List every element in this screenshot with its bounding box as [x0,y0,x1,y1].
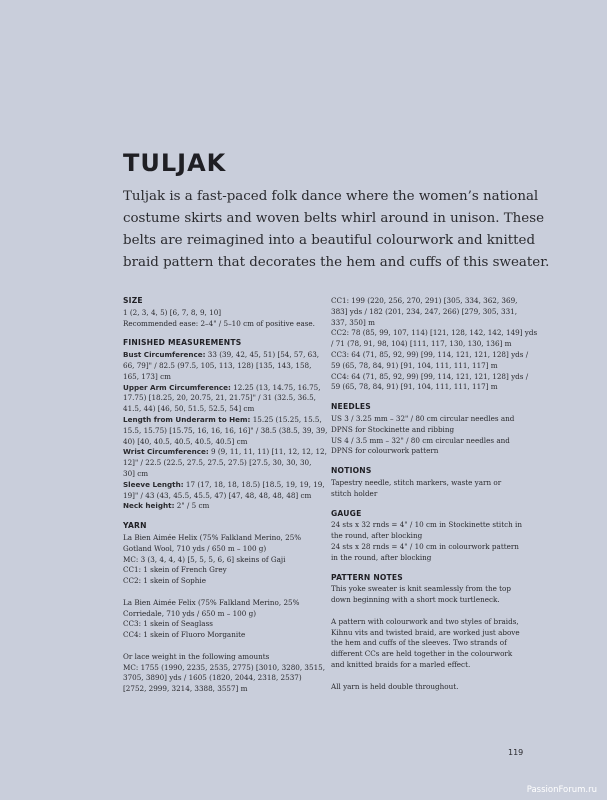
needles-line: DPNS for Stockinette and ribbing [331,424,455,434]
yarn-list [123,532,326,695]
needles-heading: NEEDLES [331,402,371,412]
yarn-line: Gotland Wool, 710 yds / 650 m – 100 g) [123,543,267,553]
notions-line: Tapestry needle, stitch markers, waste yarn or [331,477,502,487]
gauge-line: 24 sts x 28 rnds = 4" / 10 cm in colourwork pattern [331,541,519,551]
cc-amounts [331,296,538,393]
size-line: 1 (2, 3, 4, 5) [6, 7, 8, 9, 10] [123,307,222,317]
pattern-notes-line: the hem and cuffs of the sleeves. Two strands of [331,638,507,648]
measurement-line: 15.5, 15.75) [15.75, 16, 16, 16, 16]" / 38.5 (38.5, 39, 39, [123,425,328,435]
cc-amount-line: 59 (65, 78, 84, 91) [91, 104, 111, 111, 117] m [331,382,498,392]
gauge-line: 24 sts x 32 rnds = 4" / 10 cm in Stockinette stitch in [331,520,522,530]
notions-line: stitch holder [331,488,378,498]
yarn-line: CC3: 1 skein of Seaglass [123,619,213,629]
yarn-heading: YARN [123,521,147,531]
measurements-heading: FINISHED MEASUREMENTS [123,338,242,348]
pattern-notes-line: All yarn is held double throughout. [331,681,459,691]
yarn-line: MC: 3 (3, 4, 4, 4) [5, 5, 5, 6, 6] skeins of Gaji [123,554,286,564]
yarn-line: CC2: 1 skein of Sophie [123,576,206,586]
pattern-notes-list [331,584,529,692]
cc-amount-line: CC1: 199 (220, 256, 270, 291) [305, 334, 362, 369, [331,296,518,305]
notions-heading: NOTIONS [331,466,372,476]
size-heading: SIZE [123,296,143,305]
yarn-line: CC1: 1 skein of French Grey [123,565,227,575]
right-column [331,296,538,692]
left-column [123,296,328,695]
intro-line: belts are reimagined into a beautiful colourwork and knitted [123,233,536,248]
measurement-line: 40) [40, 40.5, 40.5, 40.5, 40.5] cm [123,436,248,446]
measurement-line: Bust Circumference: 33 (39, 42, 45, 51) [54, 57, 63, [123,350,320,360]
yarn-line: La Bien Aimée Felix (75% Falkland Merino, 25% [123,597,300,607]
needles-line: DPNS for colourwork pattern [331,446,439,456]
measurement-line: 19]" / 43 (43, 45.5, 45.5, 47) [47, 48, 48, 48, 48] cm [123,490,312,500]
pattern-notes-line: different CCs are held together in the colourwork [331,649,513,659]
cc-amount-line: / 71 (78, 91, 98, 104) [111, 117, 130, 130, 136] m [331,339,512,349]
yarn-line: CC4: 1 skein of Fluoro Morganite [123,630,246,640]
gauge-list [331,520,529,563]
measurement-label: Wrist Circumference: [123,447,209,457]
spacer [123,641,320,652]
size-line: Recommended ease: 2–4" / 5–10 cm of positive ease. [123,318,315,328]
yarn-line: [2752, 2999, 3214, 3388, 3557] m [123,684,248,694]
intro-line: braid pattern that decorates the hem and cuffs of this sweater. [123,255,550,270]
measurement-line: Upper Arm Circumference: 12.25 (13, 14.75, 16.75, [123,382,321,392]
page-number: 119 [508,748,524,757]
gauge-line: in the round, after blocking [331,552,432,562]
yarn-line: 3705, 3890] yds / 1605 (1820, 2044, 2318, 2537) [123,673,302,683]
needles-list [331,414,529,457]
intro-paragraph [123,186,550,274]
intro-line: Tuljak is a fast-paced folk dance where the women’s national [123,189,539,204]
measurement-line: 12]" / 22.5 (22.5, 27.5, 27.5, 27.5) [27.5, 30, 30, 30, [123,458,312,468]
measurement-line: 30] cm [123,468,149,478]
yarn-line: Or lace weight in the following amounts [123,651,270,661]
measurement-label: Bust Circumference: [123,350,206,360]
gauge-line: the round, after blocking [331,531,423,541]
measurement-label: Upper Arm Circumference: [123,382,231,392]
yarn-line: La Bien Aimée Helix (75% Falkland Merino, 25% [123,532,302,542]
measurements-list [123,350,328,512]
pattern-notes-line: Kihnu vits and twisted braid, are worked just above [331,627,520,637]
cc-amount-line: CC2: 78 (85, 99, 107, 114) [121, 128, 142, 142, 149] yds [331,328,538,338]
spacer [123,587,320,598]
measurement-line: 165, 173] cm [123,371,171,381]
cc-amount-line: 59 (65, 78, 84, 91) [91, 104, 111, 111, 117] m [331,360,498,370]
yarn-line: Corriedale, 710 yds / 650 m – 100 g) [123,608,256,618]
gauge-heading: GAUGE [331,508,362,518]
pattern-notes-line: This yoke sweater is knit seamlessly from the top [331,584,511,594]
measurement-line: 41.5, 44) [46, 50, 51.5, 52.5, 54] cm [123,404,255,414]
measurement-line: Length from Underarm to Hem: 15.25 (15.25, 15.5, [123,414,322,424]
pattern-notes-line: down beginning with a short mock turtleneck. [331,595,500,605]
spacer [331,671,529,682]
page-title: TULJAK [123,149,227,177]
cc-amount-line: 337, 350] m [331,317,375,327]
measurement-label: Length from Underarm to Hem: [123,414,251,424]
needles-line: US 4 / 3.5 mm – 32" / 80 cm circular needles and [331,435,510,445]
needles-line: US 3 / 3.25 mm – 32" / 80 cm circular needles and [331,413,515,423]
measurement-label: Neck height: [123,501,175,511]
yarn-line: MC: 1755 (1990, 2235, 2535, 2775) [3010, 3280, 3515, [123,662,326,672]
pattern-notes-line: A pattern with colourwork and two styles of braids, [331,616,519,626]
cc-amount-line: CC4: 64 (71, 85, 92, 99) [99, 114, 121, 121, 128] yds / [331,371,529,381]
cc-amount-line: 383] yds / 182 (201, 234, 247, 266) [279, 305, 331, [331,306,518,316]
measurement-line: 66, 79]" / 82.5 (97.5, 105, 113, 128) [135, 143, 158, [123,360,312,370]
measurement-line: Wrist Circumference: 9 (9, 11, 11, 11) [11, 12, 12, 12, [123,447,327,457]
pattern-notes-heading: PATTERN NOTES [331,572,403,582]
watermark: PassionForum.ru [526,785,597,795]
cc-amount-line: CC3: 64 (71, 85, 92, 99) [99, 114, 121, 121, 128] yds / [331,349,529,359]
intro-line: costume skirts and woven belts whirl around in unison. These [123,211,544,226]
pattern-notes-line: and knitted braids for a marled effect. [331,659,471,669]
notions-list [331,478,529,500]
measurement-line: Sleeve Length: 17 (17, 18, 18, 18.5) [18.5, 19, 19, 19, [123,479,325,489]
measurement-line: 17.75) [18.25, 20, 20.75, 21, 21.75]" / 31 (32.5, 36.5, [123,393,316,403]
spacer [331,606,529,617]
measurement-line: Neck height: 2" / 5 cm [123,501,210,511]
measurement-label: Sleeve Length: [123,479,184,489]
